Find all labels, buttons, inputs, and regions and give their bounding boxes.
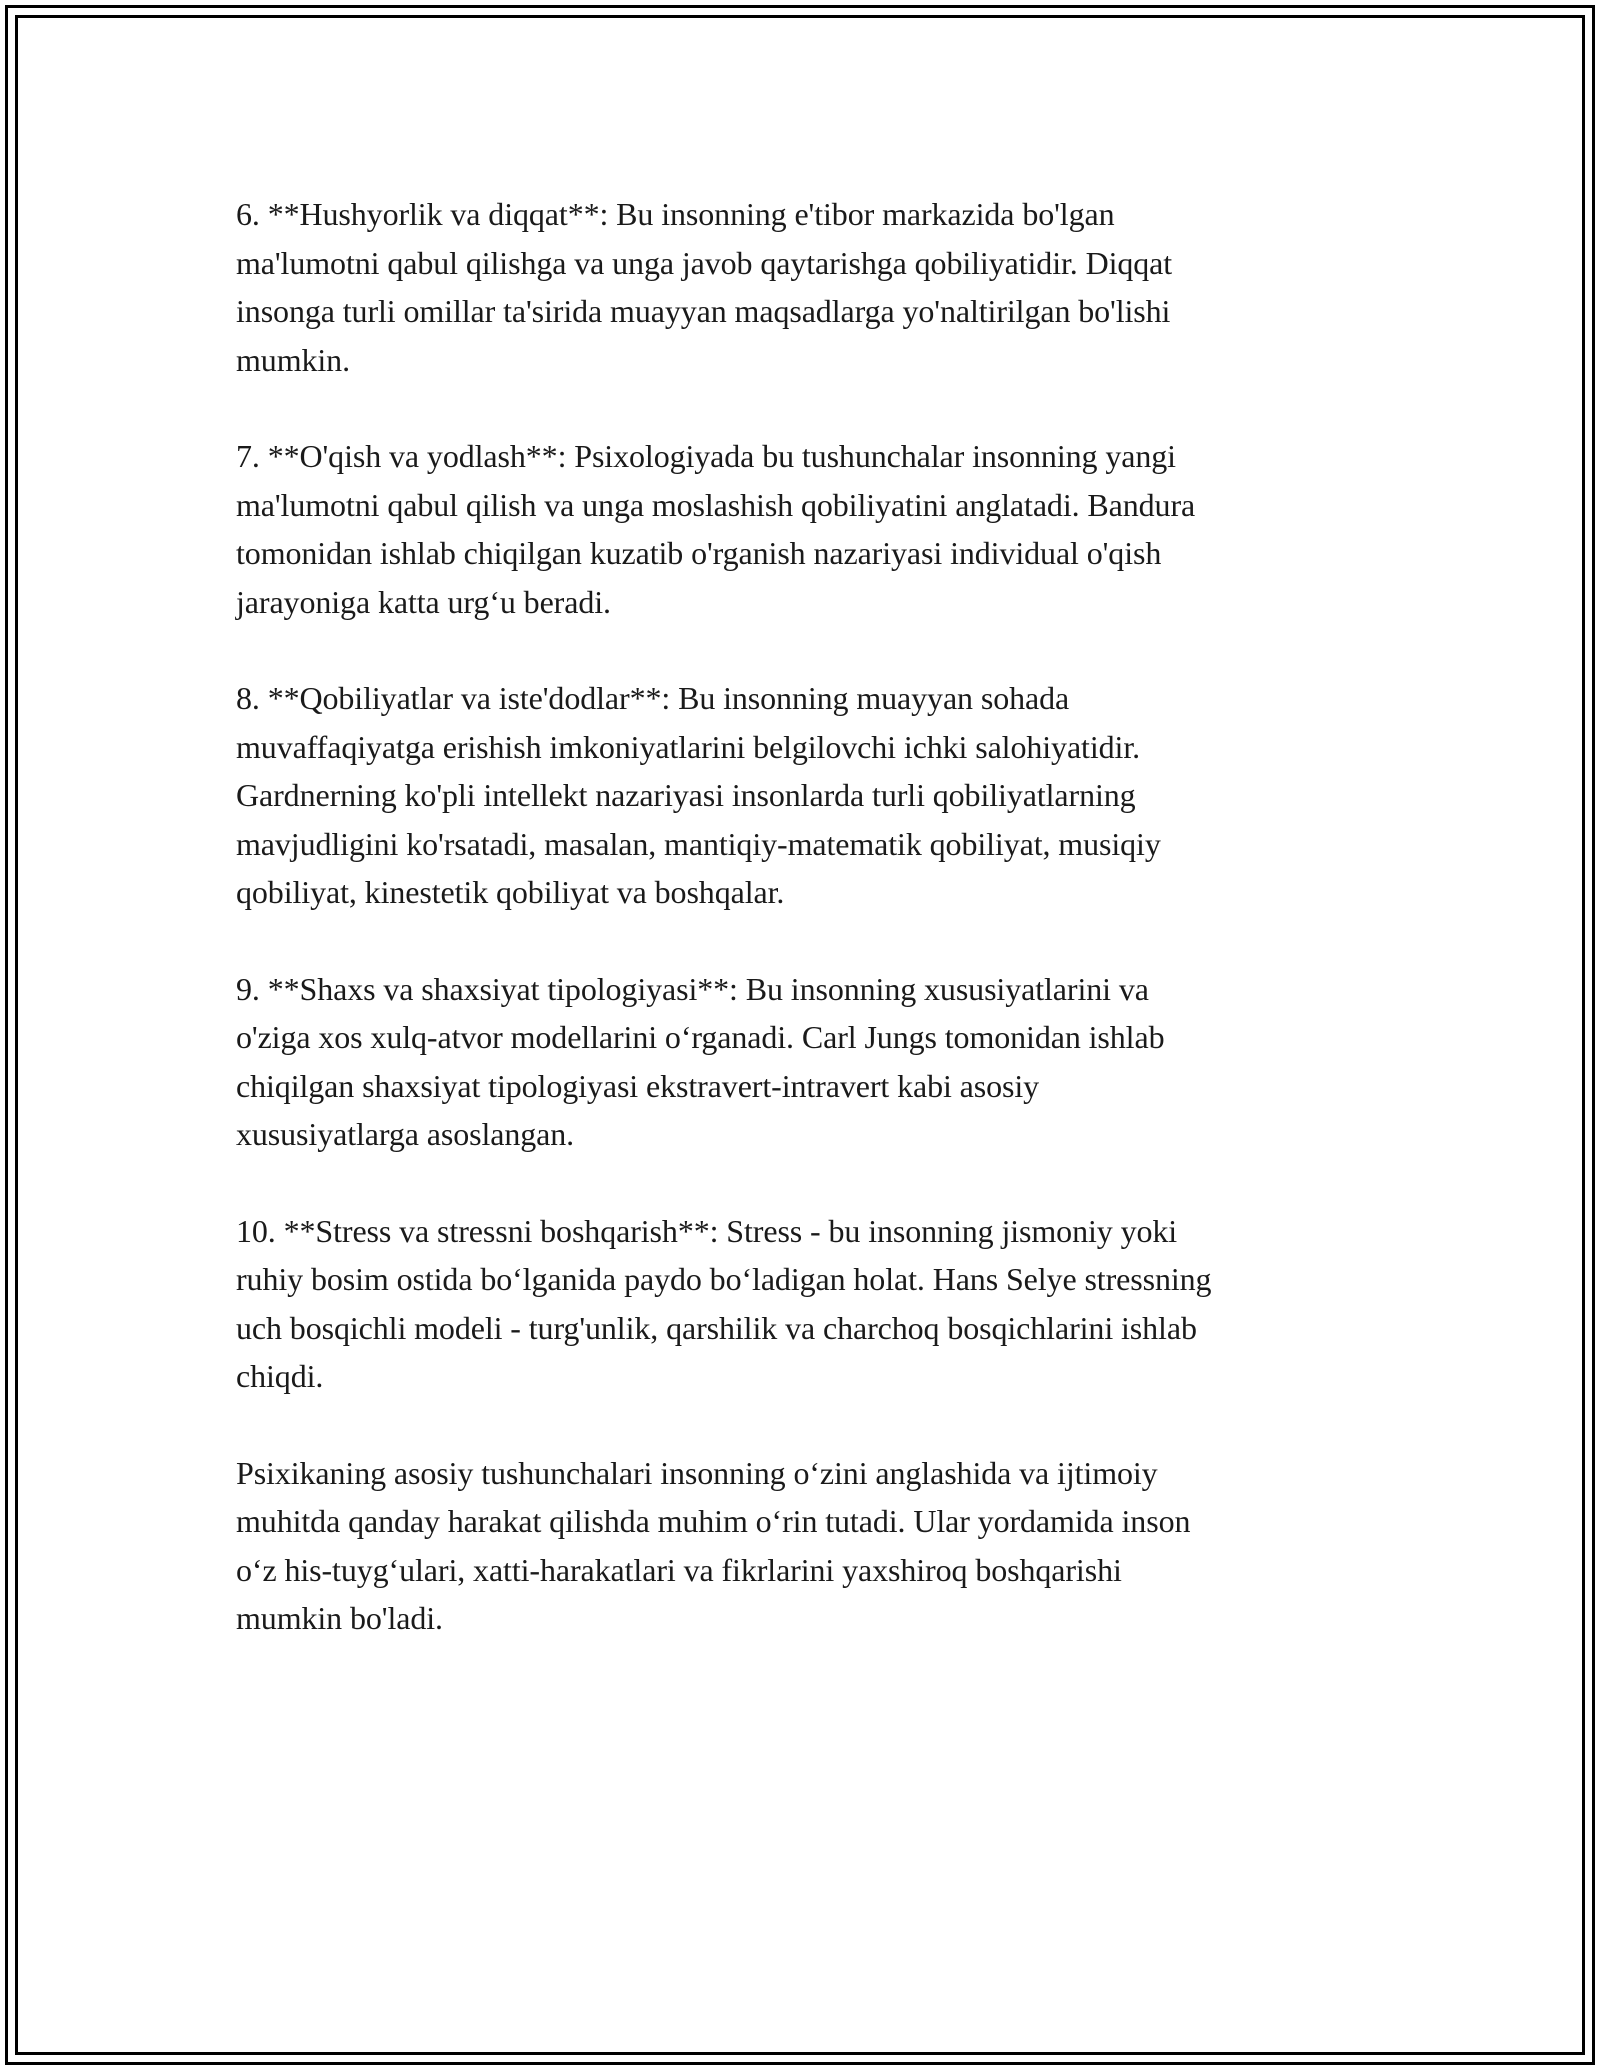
paragraph-item-8: 8. **Qobiliyatlar va iste'dodlar**: Bu insonning muayyan sohada muvaffaqiyatga erishish imkoniyatlarini belgilovchi ichki salohiyatidir. Gardnerning ko'pli intellekt nazariyasi insonlarda turli qobiliyatlarning mavjudligini ko'rsatadi, masalan, mantiqiy-matematik qobiliyat, musiqiy qobiliyat, kinestetik qobiliyat va boshqalar. bbox=[236, 680, 1161, 910]
document-body bbox=[236, 190, 1376, 1691]
paragraph-item-6: 6. **Hushyorlik va diqqat**: Bu insonning e'tibor markazida bo'lgan ma'lumotni qabul qilishga va unga javob qaytarishga qobiliyatidir. Diqqat insonga turli omillar ta'sirida muayyan maqsadlarga yo'naltirilgan bo'lishi mumkin. bbox=[236, 196, 1173, 378]
paragraph-item-10: 10. **Stress va stressni boshqarish**: Stress - bu insonning jismoniy yoki ruhiy bosim ostida bo‘lganida paydo bo‘ladigan holat. Hans Selye stressning uch bosqichli modeli - turg'unlik, qarshilik va charchoq bosqichlarini ishlab chiqdi. bbox=[236, 1212, 1212, 1394]
paragraph-item-9: 9. **Shaxs va shaxsiyat tipologiyasi**: Bu insonning xususiyatlarini va o'ziga xos xulq-atvor modellarini o‘rganadi. Carl Jungs tomonidan ishlab chiqilgan shaxsiyat tipologiyasi ekstravert-intravert kabi asosiy xususiyatlarga asoslangan. bbox=[236, 970, 1165, 1152]
paragraph-conclusion: Psixikaning asosiy tushunchalari insonning o‘zini anglashida va ijtimoiy muhitda qanday harakat qilishda muhim o‘rin tutadi. Ular yordamida inson o‘z his-tuyg‘ulari, xatti-harakatlari va fikrlarini yaxshiroq boshqarishi mumkin bo'ladi. bbox=[236, 1454, 1191, 1636]
paragraph-item-7: 7. **O'qish va yodlash**: Psixologiyada bu tushunchalar insonning yangi ma'lumotni qabul qilish va unga moslashish qobiliyatini anglatadi. Bandura tomonidan ishlab chiqilgan kuzatib o'rganish nazariyasi individual o'qish jarayoniga katta urg‘u beradi. bbox=[236, 438, 1196, 620]
